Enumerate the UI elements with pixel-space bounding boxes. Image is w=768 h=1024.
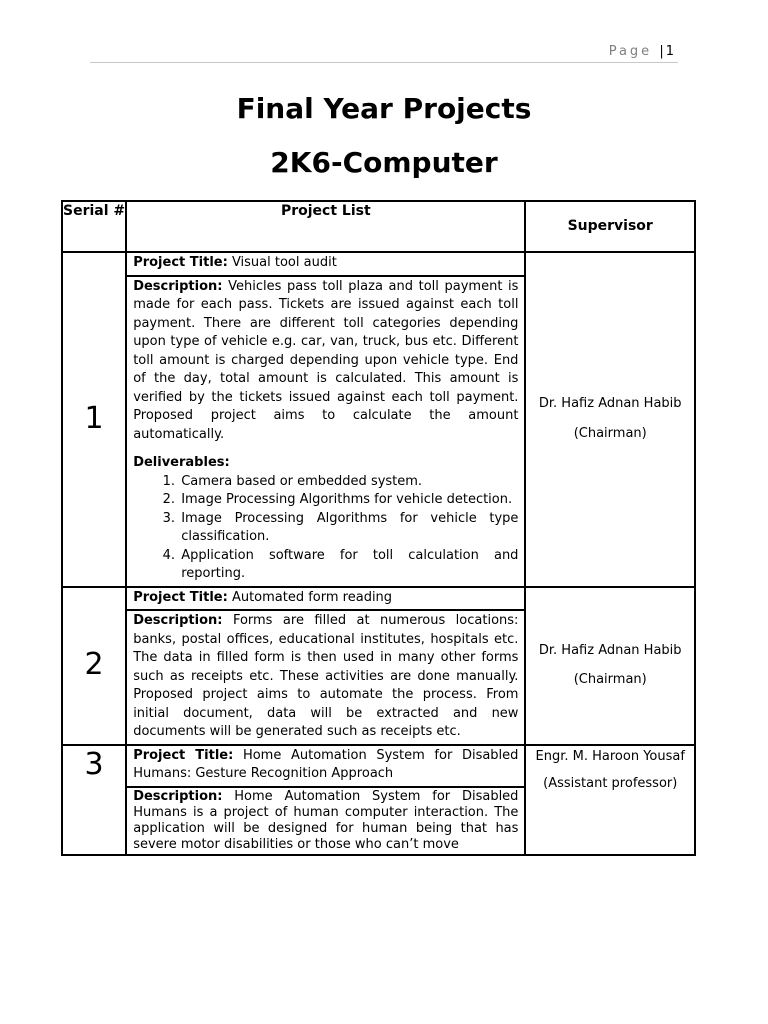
supervisor-role: (Assistant professor): [543, 776, 678, 791]
project-description: Vehicles pass toll plaza and toll payment is made for each pass. Tickets are issued against each toll payment. There are different toll categories depending upon type of vehicle e.g. car, van, truck, bus etc. Different toll amount is charged depending upon vehicle type. End of the day, total amount is calculated. This amount is verified by the tickets issued against each toll payment. Proposed project aims to calculate the amount automatically.: [133, 278, 519, 442]
serial-cell: 2: [62, 587, 126, 745]
table-row: [62, 252, 695, 587]
project-description-block: [127, 786, 524, 854]
header-serial: Serial #: [62, 201, 126, 252]
project-title: Visual tool audit: [231, 255, 337, 270]
list-item: 3. Image Processing Algorithms for vehicle type classification.: [179, 510, 518, 547]
supervisor-cell: [525, 587, 695, 745]
project-description: Home Automation System for Disabled Humans is a project of human computer interaction. The application will be designed for human being that has severe motor disabilities or those who can’t move: [133, 788, 519, 852]
document-title: Final Year Projects: [236, 92, 532, 125]
document-subtitle: 2K6-Computer: [270, 146, 498, 179]
table-row: [62, 745, 695, 855]
table-row: [62, 587, 695, 745]
description-label: Description:: [133, 788, 223, 804]
page-separator: |: [659, 44, 664, 59]
projects-table: [61, 200, 696, 856]
list-item: 1. Camera based or embedded system.: [179, 473, 518, 492]
supervisor-cell: [525, 252, 695, 587]
page-indicator: [609, 44, 674, 59]
project-title-block: [127, 253, 524, 275]
supervisor-cell: [525, 745, 695, 855]
project-title: Home Automation System for Disabled Humans: Gesture Recognition Approach: [133, 747, 519, 781]
page-number: 1: [665, 44, 674, 59]
description-label: Description:: [133, 613, 223, 628]
list-item: 4. Application software for toll calculation and reporting.: [179, 547, 518, 584]
header-supervisor: Supervisor: [525, 201, 695, 252]
list-item: 2. Image Processing Algorithms for vehicle detection.: [179, 491, 518, 510]
project-description-block: [127, 275, 524, 586]
project-description-block: [127, 609, 524, 744]
deliverables-list: [133, 473, 518, 584]
page-label: Page: [608, 44, 653, 59]
serial-cell: 3: [62, 745, 126, 855]
page-header: [90, 44, 678, 63]
supervisor-role: (Chairman): [573, 672, 647, 687]
project-description: Forms are filled at numerous locations: banks, postal offices, educational institutes, hospitals etc. The data in filled form is then used in many other forms such as receipts etc. These activities are done manually. Proposed project aims to automate the process. From initial document, data will be extracted and new documents will be generated such as receipts etc.: [133, 613, 519, 739]
supervisor-name: Dr. Hafiz Adnan Habib: [538, 642, 682, 658]
title-label: Project Title:: [133, 589, 228, 605]
title-label: Project Title:: [133, 747, 234, 763]
serial-cell: 1: [62, 252, 126, 587]
supervisor-role: (Chairman): [573, 425, 647, 441]
supervisor-name: Dr. Hafiz Adnan Habib: [538, 396, 682, 412]
project-title-block: [127, 746, 524, 786]
project-cell: [126, 587, 525, 745]
project-title-block: [127, 588, 524, 610]
table-header-row: [62, 201, 695, 252]
description-label: Description:: [133, 278, 223, 294]
title-label: Project Title:: [133, 255, 228, 270]
deliverables-label: Deliverables:: [133, 455, 230, 470]
project-cell: [126, 252, 525, 587]
header-project-list: Project List: [126, 201, 525, 252]
project-cell: [126, 745, 525, 855]
project-title: Automated form reading: [231, 589, 393, 605]
supervisor-name: Engr. M. Haroon Yousaf: [535, 748, 685, 764]
